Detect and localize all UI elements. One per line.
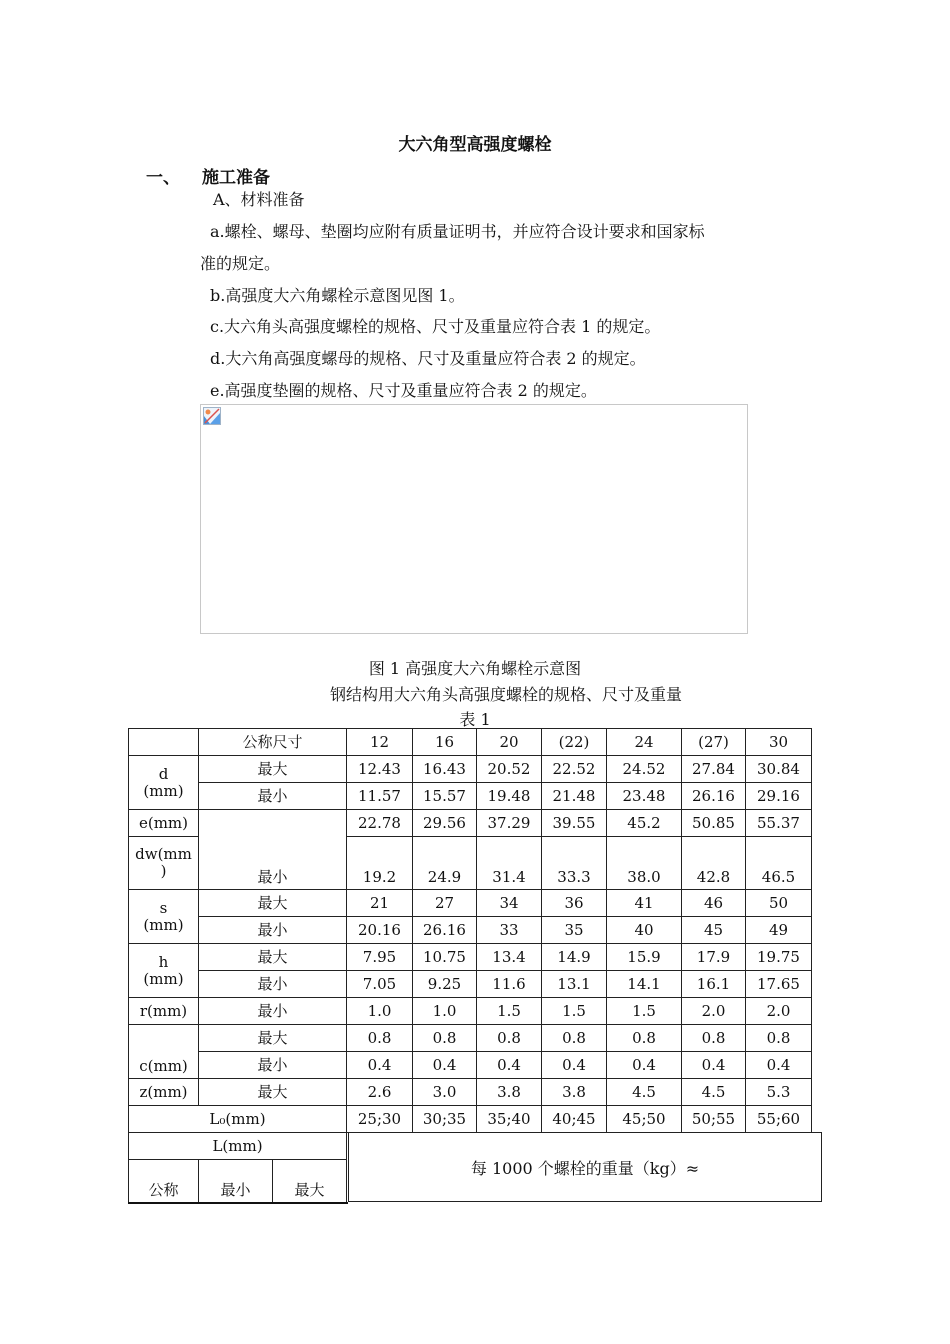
value-cell: 1.5 (607, 998, 682, 1025)
size-cell: 24 (607, 729, 682, 756)
table-row (129, 810, 812, 837)
value-cell: 11.57 (347, 783, 413, 810)
weight-header-cell (348, 1132, 822, 1202)
length-header-table (128, 1132, 347, 1203)
nominal-label: 公称 (129, 1160, 199, 1203)
value-cell: 10.75 (413, 944, 477, 971)
value-cell: 24.9 (413, 837, 477, 890)
row-label-h: h (mm) (129, 944, 199, 998)
value-cell: 37.29 (477, 810, 542, 837)
value-cell: 4.5 (682, 1079, 746, 1106)
sub-label: 最小 (199, 783, 347, 810)
sub-label: 最大 (199, 1025, 347, 1052)
size-cell: (22) (542, 729, 607, 756)
value-cell: 2.6 (347, 1079, 413, 1106)
value-cell: 36 (542, 890, 607, 917)
L-label: L(mm) (129, 1133, 347, 1160)
table-row (129, 1133, 347, 1160)
value-cell: 20.52 (477, 756, 542, 783)
value-cell: 49 (746, 917, 812, 944)
spec-table (128, 728, 812, 1133)
size-cell: 12 (347, 729, 413, 756)
value-cell: 33.3 (542, 837, 607, 890)
table-row (129, 890, 812, 917)
value-cell: 50;55 (682, 1106, 746, 1133)
value-cell: 25;30 (347, 1106, 413, 1133)
paragraph-d: d.大六角高强度螺母的规格、尺寸及重量应符合表 2 的规定。 (210, 349, 646, 368)
sub-label: 最小 (199, 810, 347, 890)
value-cell: 22.78 (347, 810, 413, 837)
row-label-r: r(mm) (129, 998, 199, 1025)
value-cell: 0.8 (746, 1025, 812, 1052)
value-cell: 0.8 (607, 1025, 682, 1052)
table-row (129, 917, 812, 944)
value-cell: 12.43 (347, 756, 413, 783)
value-cell: 1.0 (347, 998, 413, 1025)
value-cell: 16.1 (682, 971, 746, 998)
value-cell: 11.6 (477, 971, 542, 998)
value-cell: 35;40 (477, 1106, 542, 1133)
value-cell: 15.57 (413, 783, 477, 810)
value-cell: 35 (542, 917, 607, 944)
value-cell: 41 (607, 890, 682, 917)
value-cell: 0.8 (347, 1025, 413, 1052)
table-row (129, 1079, 812, 1106)
value-cell: 17.65 (746, 971, 812, 998)
sub-label: 最小 (199, 971, 347, 998)
value-cell: 7.05 (347, 971, 413, 998)
table-row (129, 971, 812, 998)
value-cell: 19.48 (477, 783, 542, 810)
value-cell: 24.52 (607, 756, 682, 783)
table-row (129, 1160, 347, 1203)
value-cell: 13.4 (477, 944, 542, 971)
value-cell: 19.75 (746, 944, 812, 971)
value-cell: 0.4 (347, 1052, 413, 1079)
weight-label: 每 1000 个螺栓的重量（kg）≈ (470, 1158, 700, 1178)
value-cell: 39.55 (542, 810, 607, 837)
table-label: 表 1 (459, 710, 491, 729)
value-cell: 29.16 (746, 783, 812, 810)
value-cell: 30.84 (746, 756, 812, 783)
value-cell: 34 (477, 890, 542, 917)
value-cell: 1.0 (413, 998, 477, 1025)
table-row (129, 1052, 812, 1079)
value-cell: 33 (477, 917, 542, 944)
sub-label: 最小 (199, 917, 347, 944)
sub-label: 最大 (199, 756, 347, 783)
value-cell: 4.5 (607, 1079, 682, 1106)
value-cell: 27.84 (682, 756, 746, 783)
value-cell: 2.0 (746, 998, 812, 1025)
value-cell: 29.56 (413, 810, 477, 837)
header-label: 公称尺寸 (199, 729, 347, 756)
size-cell: 16 (413, 729, 477, 756)
value-cell: 14.9 (542, 944, 607, 971)
value-cell: 3.0 (413, 1079, 477, 1106)
value-cell: 0.4 (746, 1052, 812, 1079)
value-cell: 0.4 (682, 1052, 746, 1079)
value-cell: 19.2 (347, 837, 413, 890)
value-cell: 55.37 (746, 810, 812, 837)
value-cell: 45;50 (607, 1106, 682, 1133)
section-title: 施工准备 (202, 168, 270, 188)
value-cell: 3.8 (477, 1079, 542, 1106)
value-cell: 26.16 (682, 783, 746, 810)
value-cell: 0.8 (682, 1025, 746, 1052)
sub-label: 最小 (199, 998, 347, 1025)
value-cell: 1.5 (542, 998, 607, 1025)
size-cell: 30 (746, 729, 812, 756)
sub-label: 最大 (199, 890, 347, 917)
value-cell: 3.8 (542, 1079, 607, 1106)
value-cell: 27 (413, 890, 477, 917)
value-cell: 0.8 (542, 1025, 607, 1052)
table-row (129, 998, 812, 1025)
value-cell: 46 (682, 890, 746, 917)
paragraph-e: e.高强度垫圈的规格、尺寸及重量应符合表 2 的规定。 (210, 381, 597, 400)
value-cell: 40;45 (542, 1106, 607, 1133)
subsection-heading: A、材料准备 (213, 190, 305, 209)
row-label-d: d (mm) (129, 756, 199, 810)
paragraph-b: b.高强度大六角螺栓示意图见图 1。 (210, 286, 465, 305)
document-title: 大六角型高强度螺栓 (398, 135, 552, 155)
value-cell: 45.2 (607, 810, 682, 837)
sub-label: 最大 (199, 1079, 347, 1106)
value-cell: 2.0 (682, 998, 746, 1025)
broken-image-placeholder (200, 404, 748, 634)
value-cell: 42.8 (682, 837, 746, 890)
size-cell: (27) (682, 729, 746, 756)
broken-image-icon (203, 407, 221, 425)
bottom-rule (128, 1202, 348, 1204)
section-number: 一、 (146, 168, 180, 188)
value-cell: 15.9 (607, 944, 682, 971)
value-cell: 9.25 (413, 971, 477, 998)
blank-cell (129, 729, 199, 756)
row-label-c: c(mm) (129, 1025, 199, 1079)
row-label-L0: L₀(mm) (129, 1106, 347, 1133)
value-cell: 0.4 (477, 1052, 542, 1079)
value-cell: 46.5 (746, 837, 812, 890)
value-cell: 0.8 (477, 1025, 542, 1052)
sub-label: 最小 (199, 1052, 347, 1079)
value-cell: 40 (607, 917, 682, 944)
row-label-e: e(mm) (129, 810, 199, 837)
max-label: 最大 (273, 1160, 347, 1203)
value-cell: 21.48 (542, 783, 607, 810)
paragraph-a-cont: 准的规定。 (200, 254, 281, 273)
value-cell: 20.16 (347, 917, 413, 944)
value-cell: 13.1 (542, 971, 607, 998)
value-cell: 1.5 (477, 998, 542, 1025)
value-cell: 0.4 (413, 1052, 477, 1079)
value-cell: 14.1 (607, 971, 682, 998)
value-cell: 0.8 (413, 1025, 477, 1052)
value-cell: 17.9 (682, 944, 746, 971)
value-cell: 7.95 (347, 944, 413, 971)
value-cell: 50.85 (682, 810, 746, 837)
table-row (129, 756, 812, 783)
table-row (129, 1025, 812, 1052)
value-cell: 38.0 (607, 837, 682, 890)
table-row (129, 944, 812, 971)
value-cell: 16.43 (413, 756, 477, 783)
sub-label: 最大 (199, 944, 347, 971)
value-cell: 31.4 (477, 837, 542, 890)
min-label: 最小 (199, 1160, 273, 1203)
table-row-header (129, 729, 812, 756)
value-cell: 26.16 (413, 917, 477, 944)
row-label-s: s (mm) (129, 890, 199, 944)
paragraph-a: a.螺栓、螺母、垫圈均应附有质量证明书，并应符合设计要求和国家标 (210, 222, 705, 241)
value-cell: 22.52 (542, 756, 607, 783)
table-title: 钢结构用大六角头高强度螺栓的规格、尺寸及重量 (330, 685, 683, 704)
paragraph-c: c.大六角头高强度螺栓的规格、尺寸及重量应符合表 1 的规定。 (210, 317, 661, 336)
value-cell: 0.4 (542, 1052, 607, 1079)
figure-caption: 图 1 高强度大六角螺栓示意图 (368, 659, 582, 678)
value-cell: 55;60 (746, 1106, 812, 1133)
value-cell: 30;35 (413, 1106, 477, 1133)
table-row (129, 783, 812, 810)
table-row (129, 1106, 812, 1133)
row-label-z: z(mm) (129, 1079, 199, 1106)
value-cell: 21 (347, 890, 413, 917)
value-cell: 5.3 (746, 1079, 812, 1106)
value-cell: 50 (746, 890, 812, 917)
value-cell: 23.48 (607, 783, 682, 810)
size-cell: 20 (477, 729, 542, 756)
value-cell: 45 (682, 917, 746, 944)
row-label-dw: dw(mm ) (129, 837, 199, 890)
value-cell: 0.4 (607, 1052, 682, 1079)
